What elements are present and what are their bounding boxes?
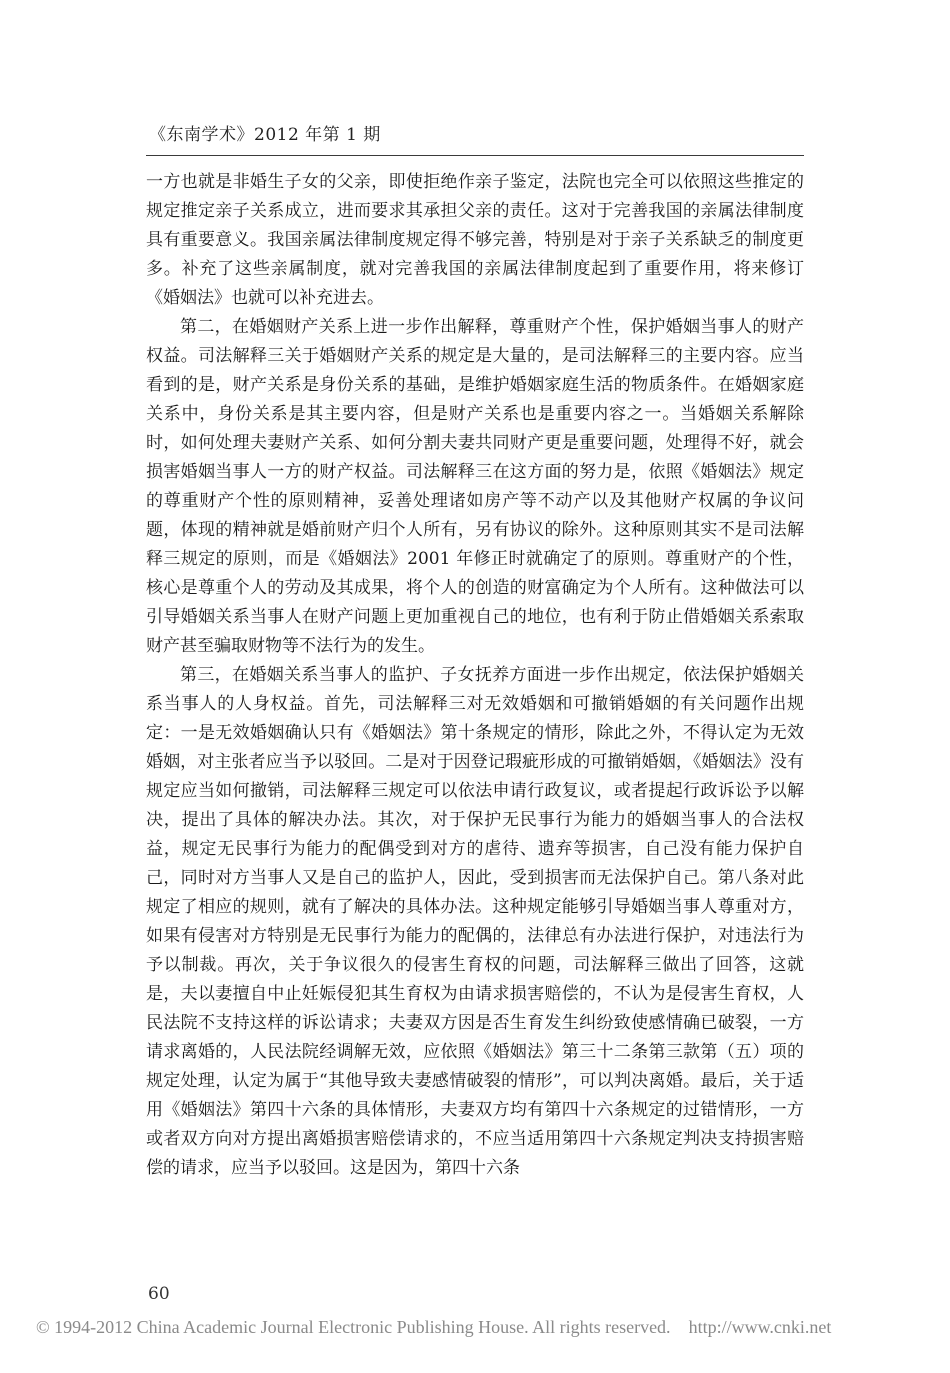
copyright-footer [36, 1317, 921, 1338]
copyright-notice: © 1994-2012 China Academic Journal Electronic Publishing House. All rights reserved. [36, 1317, 671, 1337]
page-number: 60 [148, 1284, 170, 1304]
cnki-url: http://www.cnki.net [688, 1317, 832, 1337]
paragraph-continuation: 一方也就是非婚生子女的父亲，即使拒绝作亲子鉴定，法院也完全可以依照这些推定的规定推定亲子关系成立，进而要求其承担父亲的责任。这对于完善我国的亲属法律制度具有重要意义。我国亲属法律制度规定得不够完善，特别是对于亲子关系缺乏的制度更多。补充了这些亲属制度，就对完善我国的亲属法律制度起到了重要作用，将来修订《婚姻法》也就可以补充进去。 [146, 172, 804, 308]
header-divider [146, 155, 804, 156]
journal-header: 《东南学术》2012 年第 1 期 [149, 125, 381, 145]
paragraph-personal-rights: 第三，在婚姻关系当事人的监护、子女抚养方面进一步作出规定，依法保护婚姻关系当事人的人身权益。首先，司法解释三对无效婚姻和可撤销婚姻的有关问题作出规定：一是无效婚姻确认只有《婚姻法》第十条规定的情形，除此之外，不得认定为无效婚姻，对主张者应当予以驳回。二是对于因登记瑕疵形成的可撤销婚姻，《婚姻法》没有规定应当如何撤销，司法解释三规定可以依法申请行政复议，或者提起行政诉讼予以解决，提出了具体的解决办法。其次，对于保护无民事行为能力的婚姻当事人的合法权益，规定无民事行为能力的配偶受到对方的虐待、遗弃等损害，自己没有能力保护自己，同时对方当事人又是自己的监护人，因此，受到损害而无法保护自己。第八条对此规定了相应的规则，就有了解决的具体办法。这种规定能够引导婚姻当事人尊重对方，如果有侵害对方特别是无民事行为能力的配偶的，法律总有办法进行保护，对违法行为予以制裁。再次，关于争议很久的侵害生育权的问题，司法解释三做出了回答，这就是，夫以妻擅自中止妊娠侵犯其生育权为由请求损害赔偿的，不认为是侵害生育权，人民法院不支持这样的诉讼请求；夫妻双方因是否生育发生纠纷致使感情确已破裂，一方请求离婚的，人民法院经调解无效，应依照《婚姻法》第三十二条第三款第（五）项的规定处理，认定为属于“其他导致夫妻感情破裂的情形”，可以判决离婚。最后，关于适用《婚姻法》第四十六条的具体情形，夫妻双方均有第四十六条规定的过错情形，一方或者双方向对方提出离婚损害赔偿请求的，不应当适用第四十六条规定判决支持损害赔偿的请求，应当予以驳回。这是因为，第四十六条 [146, 665, 804, 1178]
article-body [146, 168, 804, 1183]
paragraph-property-relations: 第二，在婚姻财产关系上进一步作出解释，尊重财产个性，保护婚姻当事人的财产权益。司法解释三关于婚姻财产关系的规定是大量的，是司法解释三的主要内容。应当看到的是，财产关系是身份关系的基础，是维护婚姻家庭生活的物质条件。在婚姻家庭关系中，身份关系是其主要内容，但是财产关系也是重要内容之一。当婚姻关系解除时，如何处理夫妻财产关系、如何分割夫妻共同财产更是重要问题，处理得不好，就会损害婚姻当事人一方的财产权益。司法解释三在这方面的努力是，依照《婚姻法》规定的尊重财产个性的原则精神，妥善处理诸如房产等不动产以及其他财产权属的争议问题，体现的精神就是婚前财产归个人所有，另有协议的除外。这种原则其实不是司法解释三规定的原则，而是《婚姻法》2001 年修正时就确定了的原则。尊重财产的个性，核心是尊重个人的劳动及其成果，将个人的创造的财富确定为个人所有。这种做法可以引导婚姻关系当事人在财产问题上更加重视自己的地位，也有利于防止借婚姻关系索取财产甚至骗取财物等不法行为的发生。 [146, 317, 804, 656]
